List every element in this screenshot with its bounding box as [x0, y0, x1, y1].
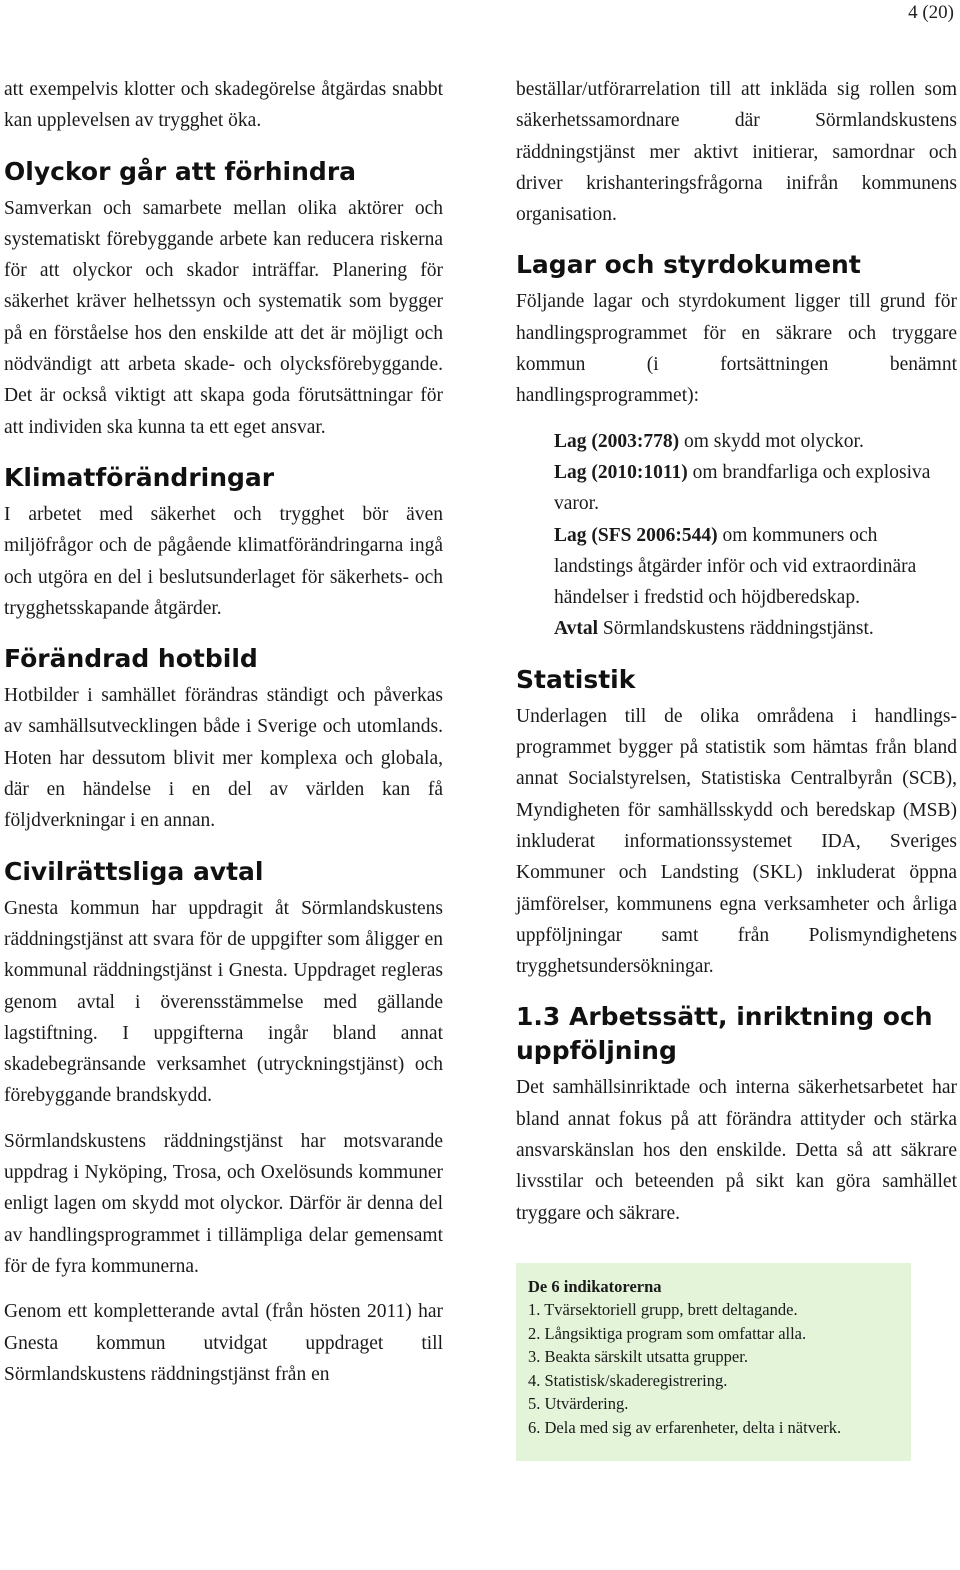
arbetssatt-paragraph: Det samhällsinriktade och interna säkerhetsarbetet har bland annat fokus på att förändra attityder och stärka ansvarskänslan hos den enskilde. Detta så att säkrare livsstilar och beteenden på sikt kan göra samhället tryggare och säkrare.: [516, 1077, 957, 1224]
indicator-item: 3. Beakta särskilt utsatta grupper.: [528, 1347, 748, 1367]
indicator-item: 4. Statistisk/skaderegistrering.: [528, 1370, 728, 1390]
left-column: [4, 74, 443, 1404]
indicator-box-title: De 6 indikatorerna: [528, 1276, 662, 1296]
heading-lagar: Lagar och styrdokument: [516, 250, 861, 280]
hotbild-paragraph: Hotbilder i samhället förändras ständigt och påverkas av samhällsutvecklingen både i Sverige och utomlands. Hoten har dessutom blivit mer komplexa och globala, där en händelse i en del av världen kan få följdverkningar i en annan.: [4, 685, 443, 832]
statistik-paragraph: Underlagen till de olika områdena i handlingsprogrammet bygger på statistik som hämtas från bland annat Socialstyrelsen, Statistiska Centralbyrån (SCB), Myndigheten för samhällsskydd och beredskap (MSB) inkluderat informationssystemet IDA, Sveriges Kommuner och Landsting (SKL) inkluderat öppna jämförelser, kommunens egna verksamheter och årliga uppföljningar samt från Polismyndighetens trygghetsundersökningar.: [516, 705, 957, 978]
law-item: Lag (SFS 2006:544) om kommuners och landstings åtgärder inför och vid extraordinära händelser i fredstid och höjdberedskap.: [554, 524, 917, 609]
heading-statistik: Statistik: [516, 664, 636, 694]
klimat-paragraph: I arbetet med säkerhet och trygghet bör även miljöfrågor och de pågående klimatförändringarna ingå och utgöra en del i beslutsunderlaget för säkerhets- och trygghetsskapande åtgärder.: [4, 503, 443, 619]
law-item: Lag (2010:1011) om brandfarliga och explosiva varor.: [554, 461, 931, 515]
civil-paragraph-2: Sörmlandskustens räddningstjänst har motsvarande uppdrag i Nyköping, Trosa, och Oxelösunds kommuner enligt lagen om skydd mot olyckor. Därför är denna del av handlingsprogrammet i tillämpliga delar gemensamt för de fyra kommunerna.: [4, 1130, 443, 1277]
indicator-item: 1. Tvärsektoriell grupp, brett deltagande.: [528, 1300, 798, 1320]
indicator-item: 2. Långsiktiga program som omfattar alla.: [528, 1323, 807, 1343]
indicator-box: [516, 1263, 911, 1462]
lagar-paragraph: Följande lagar och styrdokument ligger till grund för handlingsprogrammet för en säkrare och tryggare kommun (i fortsättningen benämnt handlingsprogrammet):: [516, 291, 957, 407]
indicator-item: 5. Utvärdering.: [528, 1394, 629, 1414]
intro-paragraph: att exempelvis klotter och skadegörelse åtgärdas snabbt kan upplevelsen av trygghet öka.: [4, 79, 443, 132]
heading-civilrattsliga: Civilrättsliga avtal: [4, 856, 264, 886]
civil-paragraph-1: Gnesta kommun har uppdragit åt Sörmlandskustens räddningstjänst att svara för de uppgifter som åligger en kommunal räddningstjänst i Gnesta. Uppdraget regleras genom avtal i överensstämmelse med gällande lagstiftning. I uppgifterna ingår bland annat skadebegränsande verksamhet (utryckningstjänst) och förebyggande brandskydd.: [4, 897, 443, 1107]
heading-klimat: Klimatförändringar: [4, 462, 275, 492]
civil-paragraph-3: Genom ett kompletterande avtal (från hösten 2011) har Gnesta kommun utvidgat uppdraget till Sörmlandskustens räddningstjänst från en: [4, 1301, 443, 1385]
heading-arbetssatt: 1.3 Arbetssätt, inriktning och uppföljning: [516, 1002, 933, 1066]
law-list: [554, 426, 957, 645]
law-item: Lag (2003:778) om skydd mot olyckor.: [554, 430, 864, 452]
continuation-paragraph: beställar/utförarrelation till att inkläda sig rollen som säkerhetssamordnare där Sörmlandskustens räddningstjänst mer aktivt initierar, samordnar och driver krishanteringsfrågorna inifrån kommunens organisation.: [516, 79, 957, 226]
indicator-item: 6. Dela med sig av erfarenheter, delta i nätverk.: [528, 1417, 842, 1437]
olyckor-paragraph: Samverkan och samarbete mellan olika aktörer och systematiskt förebyggande arbete kan reducera riskerna för att olyckor och skador inträffar. Planering för säkerhet kräver helhetssyn och systematik som bygger på en förståelse hos den enskilde att det är möjligt och nödvändigt att arbeta skade- och olycksförebyggande. Det är också viktigt att skapa goda förutsättningar för att individen ska kunna ta ett eget ansvar.: [4, 197, 443, 438]
indicator-list: [528, 1298, 897, 1439]
law-item: Avtal Sörmlandskustens räddningstjänst.: [554, 618, 874, 640]
page-number: 4 (20): [908, 2, 954, 23]
heading-hotbild: Förändrad hotbild: [4, 644, 258, 674]
heading-olyckor: Olyckor går att förhindra: [4, 156, 357, 186]
right-column: [516, 74, 957, 1461]
